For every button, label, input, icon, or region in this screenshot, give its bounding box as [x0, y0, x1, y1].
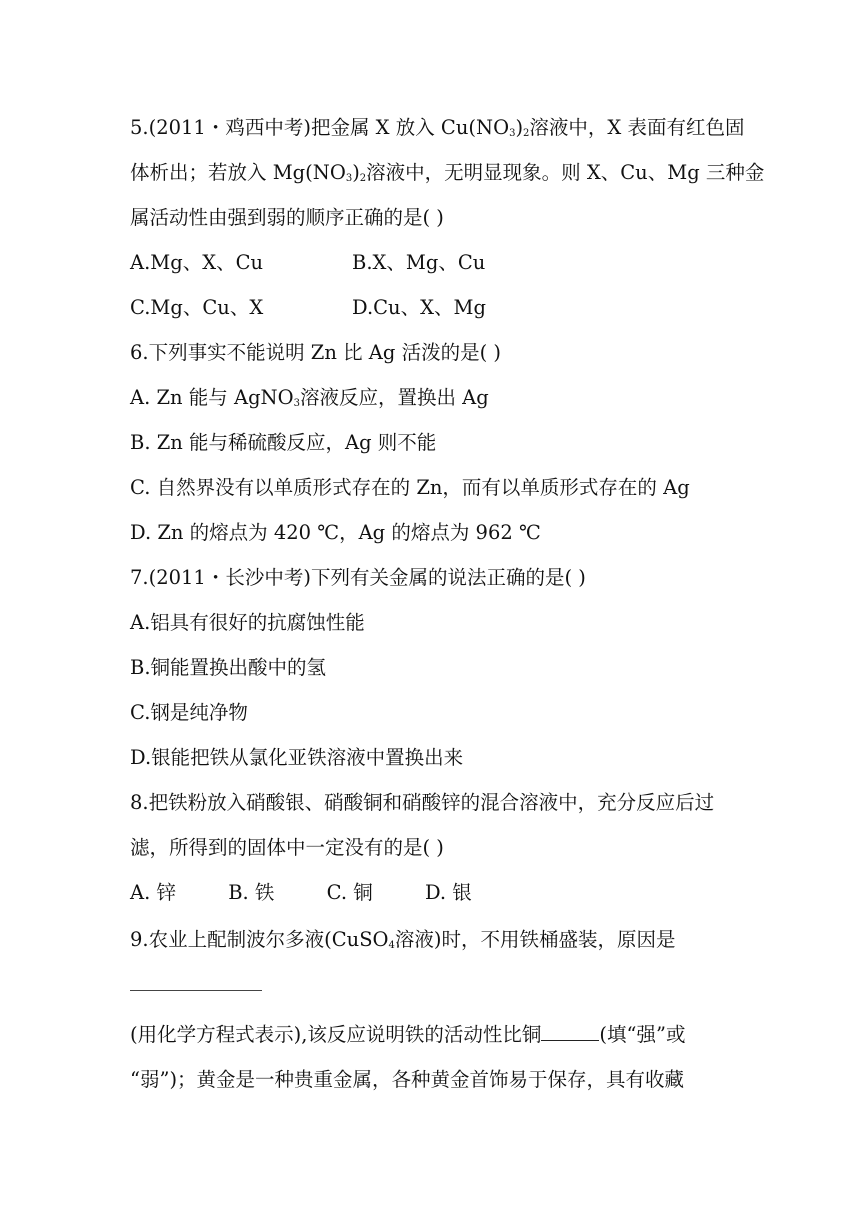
q8-options	[130, 879, 740, 907]
q7-option-a: A.铝具有很好的抗腐蚀性能	[130, 611, 365, 634]
q5-option-b: B.X、Mg、Cu	[352, 251, 486, 274]
q7-stem: 7.(2011・长沙中考)下列有关金属的说法正确的是( )	[130, 566, 586, 589]
q7-option-d: D.银能把铁从氯化亚铁溶液中置换出来	[130, 746, 464, 769]
q5-options-row-2	[130, 294, 740, 322]
q5-line-2: 体析出；若放入 $Mg(NO_3)_2$溶液中，无明显现象。则 X、Cu、Mg 三种金	[130, 161, 765, 184]
q8-option-a: A. 锌	[130, 881, 176, 904]
q9-line-1: 9.农业上配制波尔多液(CuSO$_4$溶液)时，不用铁桶盛装，原因是	[130, 928, 676, 951]
q6-option-d: D. Zn 的熔点为 420 ℃，Ag 的熔点为 962 ℃	[130, 521, 541, 544]
q6-stem: 6.下列事实不能说明 Zn 比 Ag 活泼的是( )	[130, 341, 501, 364]
q7-option-c: C.钢是纯净物	[130, 701, 248, 724]
q9-answer-blank-1	[130, 990, 262, 991]
q9-line-3: “弱”)；黄金是一种贵重金属，各种黄金首饰易于保存，具有收藏	[130, 1068, 685, 1091]
q5-line-3: 属活动性由强到弱的顺序正确的是( )	[130, 206, 444, 229]
q8-line-2: 滤，所得到的固体中一定没有的是( )	[130, 836, 444, 859]
q6-option-b: B. Zn 能与稀硫酸反应，Ag 则不能	[130, 431, 437, 454]
q5-option-c: C.Mg、Cu、X	[130, 296, 264, 319]
q5-option-a: A.Mg、X、Cu	[130, 251, 264, 274]
q6-option-c: C. 自然界没有以单质形式存在的 Zn，而有以单质形式存在的 Ag	[130, 476, 690, 499]
q5-option-d: D.Cu、X、Mg	[352, 296, 486, 319]
q5-line-1: 5.(2011・鸡西中考)把金属 X 放入 $Cu(NO_3)_2$溶液中，X 表面有红色固	[130, 116, 745, 139]
q6-option-a: A. Zn 能与 AgNO$_3$溶液反应，置换出 Ag	[130, 386, 489, 409]
q5-options-row-1	[130, 249, 740, 277]
q9-answer-blank-2	[541, 1024, 599, 1041]
q8-line-1: 8.把铁粉放入硝酸银、硝酸铜和硝酸锌的混合溶液中，充分反应后过	[130, 791, 715, 814]
q8-option-c: C. 铜	[326, 881, 373, 904]
q8-option-d: D. 银	[424, 881, 472, 904]
q9-line-2: (用化学方程式表示),该反应说明铁的活动性比铜 (填“强”或	[130, 1023, 686, 1046]
q7-option-b: B.铜能置换出酸中的氢	[130, 656, 327, 679]
q8-option-b: B. 铁	[228, 881, 275, 904]
